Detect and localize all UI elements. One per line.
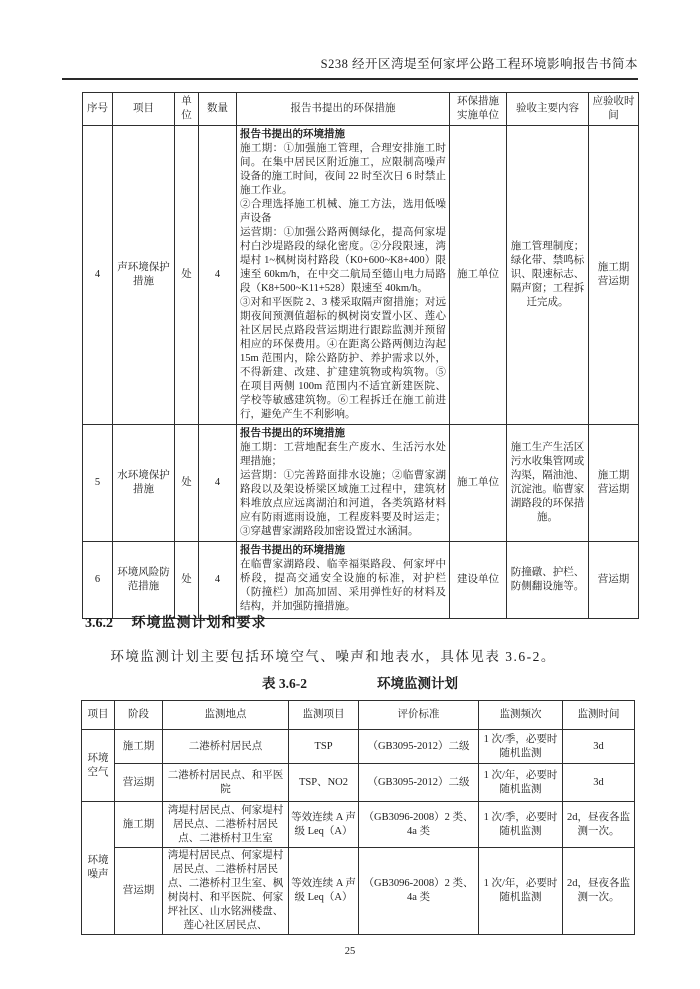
- t1-header-acceptance: 验收主要内容: [507, 93, 589, 126]
- t1-row5-qty: 4: [199, 425, 237, 542]
- t1-header-time: 应验收时间: [589, 93, 639, 126]
- measures-paragraph: 运营期：①完善路面排水设施；②临曹家湖路段以及架设桥梁区域施工过程中，建筑材料堆放点应远离湖泊和河道，各类筑路材料应有防雨遮雨设施，工程废料要及时运走；③穿越曹家湖路段加密设置过水涵洞。: [240, 470, 446, 537]
- t1-row4-unit: 处: [175, 126, 199, 425]
- t2-noise2-stage: 营运期: [115, 848, 163, 935]
- t1-row6-item: 环境风险防范措施: [113, 542, 175, 619]
- t1-header-implementer: 环保措施实施单位: [450, 93, 507, 126]
- time-line: 营运期: [597, 276, 630, 287]
- t2-header-row: [82, 701, 635, 730]
- t2-noise2-monitor-item: 等效连续 A 声级 Leq（A）: [289, 848, 359, 935]
- epa-measures-table: [82, 92, 639, 619]
- t1-row5-no: 5: [83, 425, 113, 542]
- t2-air1-frequency: 1 次/季，必要时随机监测: [479, 730, 563, 764]
- t1-row4-no: 4: [83, 126, 113, 425]
- t2-header-monitor-item: 监测项目: [289, 701, 359, 730]
- t1-row5-acceptance: 施工生产生活区污水收集管网或沟渠，隔油池、沉淀池。临曹家湖路段的环保措施。: [507, 425, 589, 542]
- t2-noise2-standard: （GB3096-2008）2 类、4a 类: [359, 848, 479, 935]
- t1-row6-acceptance: 防撞礅、护栏、防侧翻设施等。: [507, 542, 589, 619]
- t1-header-measures: 报告书提出的环保措施: [237, 93, 450, 126]
- t2-air1-standard: （GB3095-2012）二级: [359, 730, 479, 764]
- t1-header-no: 序号: [83, 93, 113, 126]
- t1-row6-unit: 处: [175, 542, 199, 619]
- table2-caption-title: 环境监测计划: [377, 676, 458, 691]
- t1-row5-item: 水环境保护措施: [113, 425, 175, 542]
- t2-header-item: 项目: [82, 701, 115, 730]
- t1-row4-time: [589, 126, 639, 425]
- t2-header-stage: 阶段: [115, 701, 163, 730]
- t1-row4-acceptance: 施工管理制度；绿化带、禁鸣标识、限速标志、隔声窗；工程拆迁完成。: [507, 126, 589, 425]
- t1-row5-measures: [237, 425, 450, 542]
- measures-heading: 报告书提出的环境措施: [240, 428, 345, 439]
- monitoring-plan-table: [81, 700, 635, 935]
- time-line: 施工期: [597, 470, 630, 481]
- t2-air1-time: 3d: [563, 730, 635, 764]
- t1-row5-unit: 处: [175, 425, 199, 542]
- t2-air1-monitor-item: TSP: [289, 730, 359, 764]
- t2-noise1-frequency: 1 次/季，必要时随机监测: [479, 802, 563, 848]
- t1-row6-measures: [237, 542, 450, 619]
- measures-heading: 报告书提出的环境措施: [240, 545, 345, 556]
- section-title: 环境监测计划和要求: [131, 616, 267, 631]
- t2-air2-standard: （GB3095-2012）二级: [359, 764, 479, 802]
- t2-header-time: 监测时间: [563, 701, 635, 730]
- section-number: 3.6.2: [85, 616, 113, 631]
- t1-header-row: [83, 93, 639, 126]
- t2-noise2-time: 2d，昼夜各监测一次。: [563, 848, 635, 935]
- t1-row4-implementer: 施工单位: [450, 126, 507, 425]
- measures-paragraph: 运营期：①加强公路两侧绿化，提高何家堤村白沙堤路段的绿化密度。②分段限速，湾堤村 1~枫树岗村路段（K0+600~K8+400）限速至 60km/h，在中交二航局至德山电力局路段（K8+500~K11+528）限速至 40km/h。: [240, 227, 446, 294]
- t1-row5-implementer: 施工单位: [450, 425, 507, 542]
- t2-header-frequency: 监测频次: [479, 701, 563, 730]
- table-row: [83, 542, 639, 619]
- t2-air2-location: 二港桥村居民点、和平医院: [163, 764, 289, 802]
- measures-paragraph: 施工期：工营地配套生产废水、生活污水处理措施；: [240, 442, 446, 467]
- table2-caption-label: 表 3.6-2: [262, 676, 307, 691]
- t1-row5-time: [589, 425, 639, 542]
- table-row: [82, 848, 635, 935]
- t1-row4-item: 声环境保护措施: [113, 126, 175, 425]
- t2-group-noise: 环境噪声: [82, 802, 115, 935]
- doc-header-title: S238 经开区湾堤至何家坪公路工程环境影响报告书简本: [320, 57, 638, 71]
- measures-paragraph: ③对和平医院 2、3 楼采取隔声窗措施；对远期夜间预测值超标的枫树岗安置小区、莲心社区居民点路段营运期进行跟踪监测并预留相应的环保费用。④在距离公路两侧边沟起 15m 范围内，除公路防护、养护需求以外，不得新建、改建、扩建建筑物或构筑物。⑤在项目两侧 100m 范围内不适宜新建医院、学校等敏感建筑物。⑥工程拆迁在施工前进行，避免产生不利影响。: [240, 297, 446, 420]
- t2-group-air: 环境空气: [82, 730, 115, 802]
- t2-header-standard: 评价标准: [359, 701, 479, 730]
- table-row: [83, 425, 639, 542]
- t2-air2-stage: 营运期: [115, 764, 163, 802]
- table2-caption: [82, 672, 638, 692]
- t2-air2-monitor-item: TSP、NO2: [289, 764, 359, 802]
- t1-header-qty: 数量: [199, 93, 237, 126]
- t2-noise2-frequency: 1 次/年，必要时随机监测: [479, 848, 563, 935]
- table-row: [82, 802, 635, 848]
- t2-noise1-monitor-item: 等效连续 A 声级 Leq（A）: [289, 802, 359, 848]
- table-row: [83, 126, 639, 425]
- t1-row4-measures: [237, 126, 450, 425]
- doc-header: [62, 54, 638, 80]
- time-line: 施工期: [597, 262, 630, 273]
- measures-paragraph: 施工期：①加强施工管理，合理安排施工时间。在集中居民区附近施工，应限制高噪声设备的施工时间，夜间 22 时至次日 6 时禁止施工作业。: [240, 143, 446, 196]
- table-row: [82, 730, 635, 764]
- section-intro: 环境监测计划主要包括环境空气、噪声和地表水，具体见表 3.6-2。: [110, 649, 556, 664]
- t1-row6-qty: 4: [199, 542, 237, 619]
- t2-air2-time: 3d: [563, 764, 635, 802]
- measures-paragraph: ②合理选择施工机械、施工方法，选用低噪声设备: [240, 199, 446, 224]
- measures-heading: 报告书提出的环境措施: [240, 129, 345, 140]
- t1-row4-qty: 4: [199, 126, 237, 425]
- section-heading: [85, 612, 638, 632]
- time-line: 营运期: [597, 484, 630, 495]
- t1-row6-time: [589, 542, 639, 619]
- t2-noise2-location: 湾堤村居民点、何家堤村居民点、二港桥村居民点、二港桥村卫生室、枫树岗村、和平医院、何家坪社区、山水铭洲楼盘、莲心社区居民点、: [163, 848, 289, 935]
- t2-air2-frequency: 1 次/年，必要时随机监测: [479, 764, 563, 802]
- table-row: [82, 764, 635, 802]
- t2-noise1-stage: 施工期: [115, 802, 163, 848]
- t1-row6-implementer: 建设单位: [450, 542, 507, 619]
- t1-row6-no: 6: [83, 542, 113, 619]
- t2-header-location: 监测地点: [163, 701, 289, 730]
- t2-noise1-time: 2d，昼夜各监测一次。: [563, 802, 635, 848]
- t1-header-item: 项目: [113, 93, 175, 126]
- page-number: 25: [344, 946, 356, 957]
- t2-noise1-location: 湾堤村居民点、何家堤村居民点、二港桥村居民点、二港桥村卫生室: [163, 802, 289, 848]
- t1-header-unit: 单位: [175, 93, 199, 126]
- measures-paragraph: 在临曹家湖路段、临幸福渠路段、何家坪中桥段，提高交通安全设施的标准，对护栏（防撞栏）加高加固、采用弹性好的材料及结构，并加强防撞措施。: [240, 559, 446, 612]
- t2-air1-stage: 施工期: [115, 730, 163, 764]
- t2-noise1-standard: （GB3096-2008）2 类、4a 类: [359, 802, 479, 848]
- t2-air1-location: 二港桥村居民点: [163, 730, 289, 764]
- time-line: 营运期: [597, 574, 630, 585]
